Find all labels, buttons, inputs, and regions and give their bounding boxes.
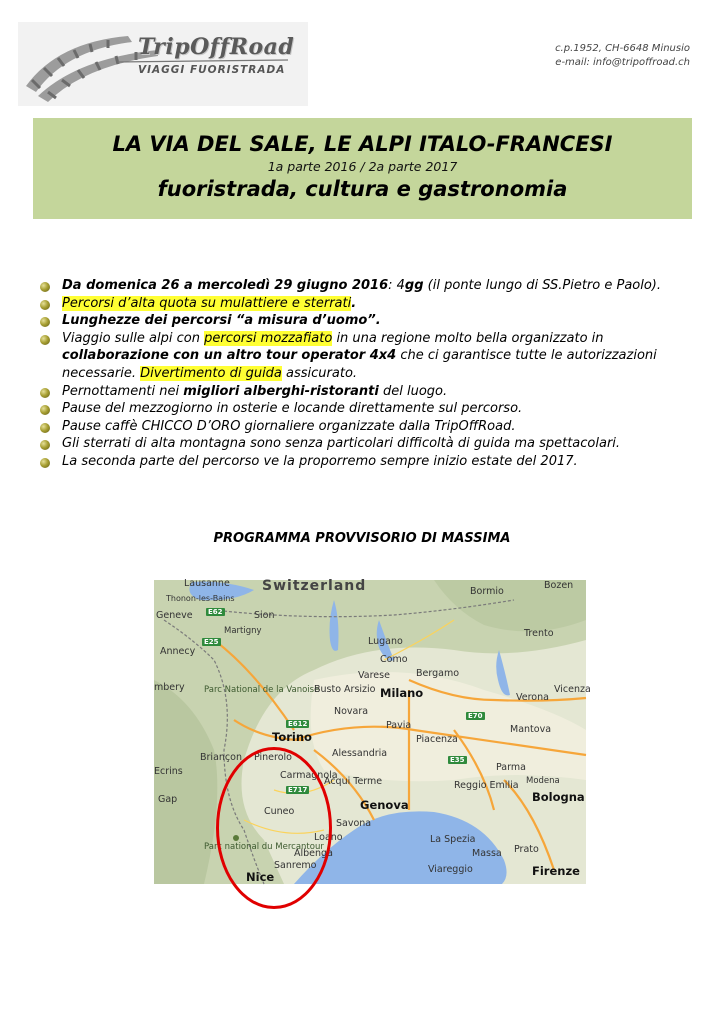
bullet-icon <box>40 335 50 345</box>
map-city-label: Novara <box>334 706 369 717</box>
map-country-label: Switzerland <box>262 578 367 594</box>
map-park-label: Parc National de la Vanoise <box>204 685 320 695</box>
bullet-icon <box>40 423 50 433</box>
map-city-label: Nice <box>246 870 275 884</box>
list-item <box>38 453 678 471</box>
list-text-bold: Lunghezze dei percorsi “a misura d’uomo”. <box>62 313 381 329</box>
road-shield: E62 <box>208 608 223 616</box>
map-city-label: Torino <box>272 730 312 744</box>
map-city-label: Massa <box>472 848 502 859</box>
list-text: Gli sterrati di alta montagna sono senza particolari difficoltà di guida ma spettacolari. <box>62 436 621 452</box>
list-text: del luogo. <box>378 383 448 399</box>
bullet-icon <box>40 440 50 450</box>
list-item <box>38 312 678 330</box>
map-city-label: Carmagnola <box>280 770 338 781</box>
map-city-label: Bergamo <box>416 668 460 679</box>
list-item <box>38 435 678 453</box>
contact-address: c.p.1952, CH-6648 Minusio <box>555 43 690 54</box>
list-text: La seconda parte del percorso ve la proporremo sempre inizio estate del 2017. <box>62 453 578 469</box>
map-city-label: Mantova <box>510 724 552 735</box>
map-city-label: Acqui Terme <box>324 776 383 787</box>
program-heading: PROGRAMMA PROVVISORIO DI MASSIMA <box>213 531 511 546</box>
map-city-label: Loano <box>314 832 343 843</box>
map-city-label: Trento <box>524 628 554 639</box>
road-shield: E612 <box>288 720 308 728</box>
list-text-bold: collaborazione con un altro tour operator 4x4 <box>62 348 397 364</box>
list-item <box>38 295 678 313</box>
map-city-label: mbery <box>154 682 185 693</box>
map-city-label: Genova <box>360 798 409 812</box>
contact-info <box>555 42 690 70</box>
list-text: Pernottamenti nei <box>62 383 184 399</box>
map-city-label: Busto Arsizio <box>314 684 376 695</box>
map-city-label: Pinerolo <box>254 752 292 763</box>
map-city-label: Sanremo <box>274 860 317 871</box>
map-city-label: Lugano <box>368 636 403 647</box>
map-city-label: Martigny <box>224 626 262 636</box>
contact-email[interactable]: e-mail: info@tripoffroad.ch <box>555 57 690 68</box>
list-item <box>38 383 678 401</box>
highlighted-text: Divertimento di guida <box>140 365 282 381</box>
road-shield: E25 <box>204 638 219 646</box>
list-text: che ci garantisce tutte le autorizzazioni necessarie. <box>62 348 657 381</box>
map-city-label: Como <box>380 654 408 665</box>
map-city-label: Piacenza <box>416 734 458 745</box>
map-city-label: La Spezia <box>430 834 476 845</box>
map-city-label: Alessandria <box>332 748 388 759</box>
road-shield: E70 <box>468 712 483 720</box>
map-city-label: Pavia <box>386 720 412 731</box>
map-city-label: Ecrins <box>154 766 183 777</box>
map-city-label: Gap <box>158 794 178 805</box>
map-city-label: Geneve <box>156 610 193 621</box>
map-city-label: Varese <box>358 670 390 681</box>
map-city-label: Annecy <box>160 646 196 657</box>
page-tagline: fuoristrada, cultura e gastronomia <box>157 177 568 201</box>
map-city-label: Cuneo <box>264 806 295 817</box>
map-city-label: Bozen <box>544 580 574 591</box>
highlighted-text: Percorsi d’alta quota su mulattiere e sterrati <box>62 295 352 311</box>
map-city-label: Milano <box>380 686 424 700</box>
list-text: Viaggio sulle alpi con <box>62 330 205 346</box>
map-city-label: Bormio <box>470 586 504 597</box>
title-banner <box>33 118 692 219</box>
logo-brand-name: TripOffRoad <box>138 34 295 60</box>
list-text: Pause caffè CHICCO D’ORO giornaliere organizzate dalla TripOffRoad. <box>62 418 516 434</box>
list-text-bold: migliori alberghi-ristoranti <box>183 383 379 399</box>
map-park-label: Parc national du Mercantour <box>204 842 324 852</box>
bullet-icon <box>40 282 50 292</box>
list-item <box>38 400 678 418</box>
page-subtitle: 1a parte 2016 / 2a parte 2017 <box>267 159 458 174</box>
map-city-label: Firenze <box>532 864 580 878</box>
map-city-label: Bologna <box>532 790 585 804</box>
list-text: : 4 <box>388 278 405 293</box>
map-city-label: Sion <box>254 610 275 621</box>
list-text: Pause del mezzogiorno in osterie e locande direttamente sul percorso. <box>62 401 523 417</box>
bullet-icon <box>40 405 50 415</box>
logo-tagline: VIAGGI FUORISTRADA <box>138 64 286 76</box>
route-highlight-circle <box>216 747 332 909</box>
map-city-label: Viareggio <box>428 864 473 875</box>
bullet-icon <box>40 317 50 327</box>
road-shield: E35 <box>450 756 465 764</box>
map-city-label: Verona <box>516 692 549 703</box>
list-item <box>38 277 678 295</box>
list-text: (il ponte lungo di SS.Pietro e Paolo). <box>423 278 662 293</box>
map-city-label: Modena <box>526 776 560 786</box>
map-city-label: Lausanne <box>184 578 230 589</box>
feature-list <box>38 277 678 471</box>
list-text-bold: gg <box>404 278 424 293</box>
map-city-label: Parma <box>496 762 526 773</box>
list-text: assicurato. <box>281 365 358 381</box>
highlighted-text: percorsi mozzafiato <box>204 330 333 346</box>
map-city-label: Briançon <box>200 752 242 763</box>
list-text-bold: Da domenica 26 a mercoledì 29 giugno 2016 <box>62 278 389 293</box>
map-city-label: Reggio Emilia <box>454 780 519 791</box>
list-item <box>38 418 678 436</box>
list-text: . <box>351 295 357 311</box>
map-city-label: Savona <box>336 818 372 829</box>
bullet-icon <box>40 388 50 398</box>
map-city-label: Thonon-les-Bains <box>166 594 235 603</box>
bullet-icon <box>40 300 50 310</box>
page-title: LA VIA DEL SALE, LE ALPI ITALO-FRANCESI <box>112 132 613 156</box>
map-city-label: Albenga <box>294 848 333 859</box>
bullet-icon <box>40 458 50 468</box>
map-city-label: Vicenza <box>554 684 591 695</box>
list-text: in una regione molto bella organizzato in <box>332 330 604 346</box>
map-city-label: Prato <box>514 844 539 855</box>
road-shield: E717 <box>288 786 308 794</box>
company-logo <box>18 22 308 106</box>
list-item <box>38 330 678 383</box>
